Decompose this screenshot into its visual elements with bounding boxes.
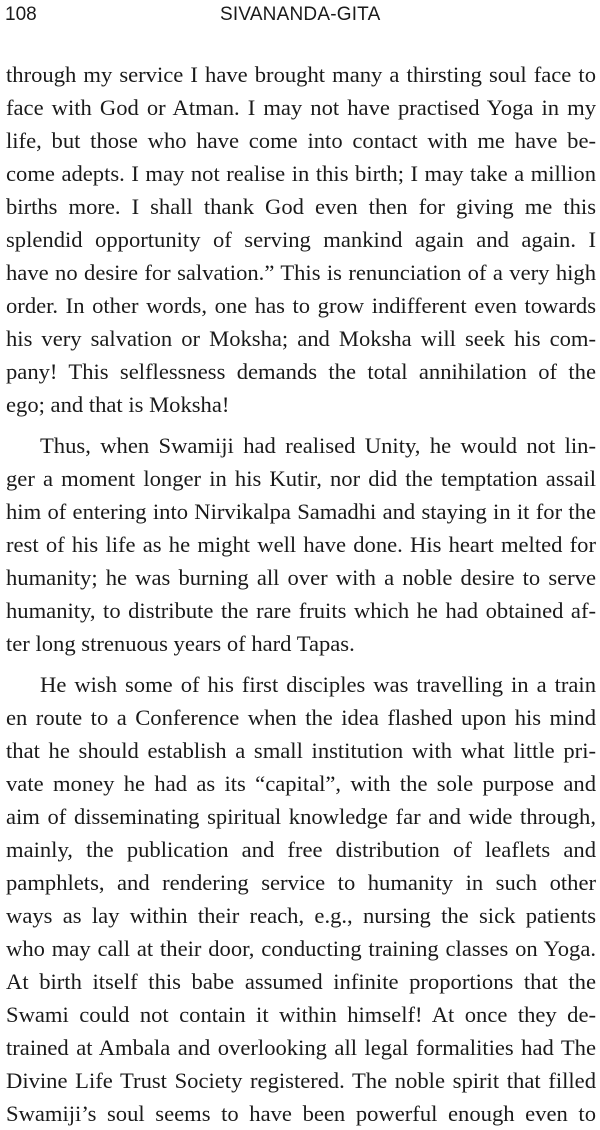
text-line: rest of his life as he might well have done. His heart melted for: [6, 532, 596, 557]
text-line: Thus, when Swamiji had realised Unity, he would not lin-: [40, 433, 596, 458]
text-line: Swami could not contain it within himself! At once they de-: [6, 1002, 596, 1027]
text-line: He wish some of his first disciples was travelling in a train: [40, 672, 596, 697]
text-line: who may call at their door, conducting training classes on Yoga.: [6, 936, 596, 961]
running-title: SIVANANDA-GITA: [220, 4, 381, 25]
text-line: ger a moment longer in his Kutir, nor did the temptation assail: [6, 466, 596, 491]
paragraph-2: [6, 429, 596, 660]
text-line: have no desire for salvation.” This is renunciation of a very high: [6, 260, 596, 285]
text-line: trained at Ambala and overlooking all legal formalities had The: [6, 1035, 596, 1060]
text-line: come adepts. I may not realise in this birth; I may take a million: [6, 161, 596, 186]
text-line: face with God or Atman. I may not have practised Yoga in my: [6, 95, 596, 120]
paragraph-3: [6, 668, 596, 1130]
text-line: that he should establish a small institution with what little pri-: [6, 738, 596, 763]
text-line: him of entering into Nirvikalpa Samadhi and staying in it for the: [6, 499, 596, 524]
text-line: births more. I shall thank God even then for giving me this: [6, 194, 596, 219]
text-line: splendid opportunity of serving mankind again and again. I: [6, 227, 596, 252]
text-line: through my service I have brought many a thirsting soul face to: [6, 62, 596, 87]
text-line: aim of disseminating spiritual knowledge far and wide through,: [6, 804, 596, 829]
text-line: Divine Life Trust Society registered. The noble spirit that filled: [6, 1068, 596, 1093]
text-line: order. In other words, one has to grow indifferent even towards: [6, 293, 596, 318]
text-line: pany! This selflessness demands the total annihilation of the: [6, 359, 596, 384]
paragraph-gap: [6, 660, 596, 668]
text-line: ways as lay within their reach, e.g., nursing the sick patients: [6, 903, 596, 928]
running-header: [0, 0, 600, 34]
paragraph-gap: [6, 421, 596, 429]
text-line: vate money he had as its “capital”, with the sole purpose and: [6, 771, 596, 796]
text-line: en route to a Conference when the idea flashed upon his mind: [6, 705, 596, 730]
text-line: mainly, the publication and free distribution of leaflets and: [6, 837, 596, 862]
page-number: 108: [5, 4, 37, 25]
text-line: humanity; he was burning all over with a noble desire to serve: [6, 565, 596, 590]
text-line: life, but those who have come into contact with me have be-: [6, 128, 596, 153]
text-line: his very salvation or Moksha; and Moksha will seek his com-: [6, 326, 596, 351]
paragraph-1: [6, 58, 596, 421]
text-line: ego; and that is Moksha!: [6, 392, 230, 417]
text-line: ter long strenuous years of hard Tapas.: [6, 631, 355, 656]
text-line: At birth itself this babe assumed infinite proportions that the: [6, 969, 596, 994]
text-line: Swamiji’s soul seems to have been powerful enough even to: [6, 1101, 596, 1126]
text-line: pamphlets, and rendering service to humanity in such other: [6, 870, 596, 895]
body-text: [6, 58, 596, 1130]
text-line: humanity, to distribute the rare fruits which he had obtained af-: [6, 598, 596, 623]
